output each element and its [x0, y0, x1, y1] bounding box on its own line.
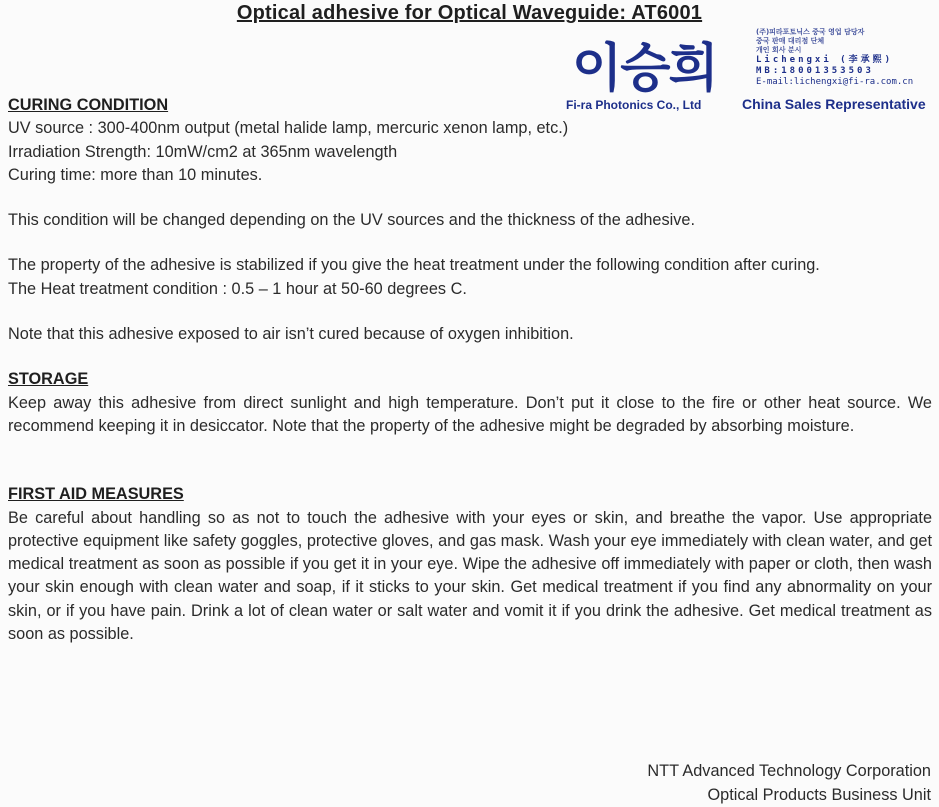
curing-heading: CURING CONDITION — [8, 96, 169, 114]
curing-uv-source: UV source : 300-400nm output (metal halide lamp, mercuric xenon lamp, etc.) — [8, 119, 569, 138]
stamp-korean-line-3: 개인 회사 분시 — [756, 46, 802, 54]
curing-time: Curing time: more than 10 minutes. — [8, 165, 263, 184]
curing-irradiation: Irradiation Strength: 10mW/cm2 at 365nm wavelength — [8, 142, 398, 161]
curing-change-note: This condition will be changed depending on the UV sources and the thickness of the adhesive. — [8, 211, 695, 230]
footer-signature — [647, 759, 931, 807]
document-body — [8, 94, 932, 646]
stamp-company: Fi-ra Photonics Co., Ltd — [566, 98, 702, 112]
curing-heat-condition: The Heat treatment condition : 0.5 – 1 hour at 50-60 degrees C. — [8, 279, 467, 298]
stamp-korean-line-1: (주)피라포토닉스 중국 영업 담당자 — [756, 28, 865, 36]
stamp-mobile: MB:18001353503 — [756, 66, 874, 76]
curing-oxygen-note: Note that this adhesive exposed to air isn’t cured because of oxygen inhibition. — [8, 325, 574, 344]
footer-company: NTT Advanced Technology Corporation — [647, 762, 931, 780]
stamp-english-name: Lichengxi (李承熙) — [756, 55, 894, 65]
first-aid-text: Be careful about handling so as not to touch the adhesive with your eyes or skin, and breathe the vapor. Use appropriate protective equipment like safety goggles, protective gloves, and gas mask. Wash your eye immediately with clean water, and get medical treatment as soon as possible if you get it in your eye. Wipe the adhesive off immediately with paper or cloth, then wash your skin enough with clean water and soap, if it sticks to your skin. Get medical treatment if you find any abnormality on your skin, or if you have pain. Drink a lot of clean water or salt water and vomit it if you drink the adhesive. Get medical treatment as soon as possible. — [8, 508, 932, 644]
footer-unit: Optical Products Business Unit — [707, 786, 931, 804]
stamp-email: E-mail:lichengxi@fi-ra.com.cn — [756, 77, 914, 87]
document-title: Optical adhesive for Optical Waveguide: AT6001 — [236, 2, 703, 24]
stamp-korean-line-2: 중국 판매 대리점 단체 — [756, 37, 825, 45]
storage-heading: STORAGE — [8, 370, 89, 389]
curing-heat-property: The property of the adhesive is stabilized if you give the heat treatment under the following condition after curing. — [8, 256, 820, 275]
stamp-representative: China Sales Representative — [742, 96, 926, 112]
first-aid-heading: FIRST AID MEASURES — [8, 485, 184, 504]
stamp-korean-name: 이승희 — [572, 39, 717, 99]
stamp-contact-block — [756, 28, 934, 88]
storage-text: Keep away this adhesive from direct sunlight and high temperature. Don’t put it close to the fire or other heat source. We recommend keeping it in desiccator. Note that the property of the adhesive might be degraded by absorbing moisture. — [8, 393, 932, 435]
